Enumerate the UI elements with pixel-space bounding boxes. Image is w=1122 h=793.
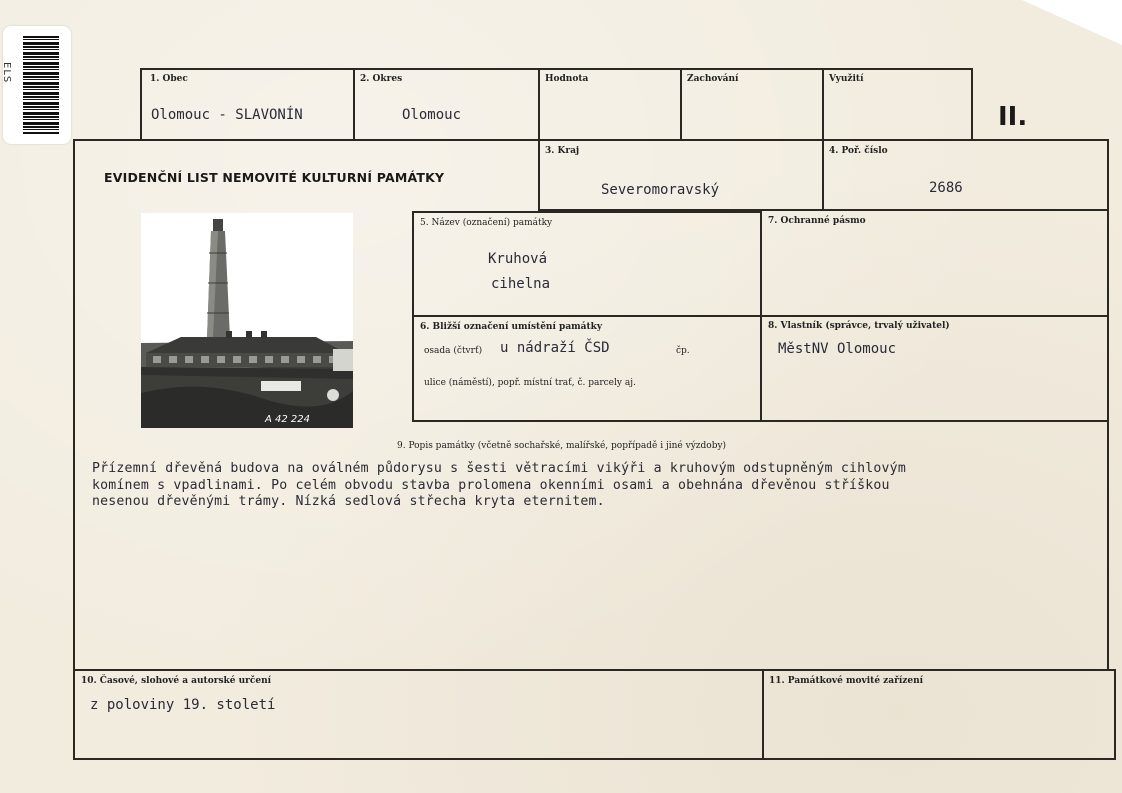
obec-value: Olomouc - SLAVONÍN <box>151 107 303 123</box>
ochranne-pasmo-label: 7. Ochranné pásmo <box>768 216 866 226</box>
sticker-code: ELS <box>1 62 12 84</box>
top-row-divider-1 <box>353 68 355 140</box>
box6-bottom-border <box>412 420 1109 422</box>
top-row-divider-3 <box>680 68 682 140</box>
popis-label: 9. Popis památky (včetně sochařské, malířské, popřípadě i jiné výzdoby) <box>397 441 727 451</box>
hodnota-label: Hodnota <box>545 74 589 84</box>
casove-urceni-value: z poloviny 19. století <box>90 697 276 713</box>
por-cislo-label: 4. Poř. číslo <box>829 146 888 156</box>
obec-label: 1. Obec <box>150 74 188 84</box>
vlastnik-label: 8. Vlastník (správce, trvalý uživatel) <box>768 321 950 331</box>
monument-photo <box>141 213 353 428</box>
okres-value: Olomouc <box>402 107 462 123</box>
osada-label: osada (čtvrť) <box>424 346 483 356</box>
popis-line-1: Přízemní dřevěná budova na oválném půdorysu s šesti větracími vikýři a kruhovým odstupněným cihlovým <box>92 461 906 476</box>
form-title: EVIDENČNÍ LIST NEMOVITÉ KULTURNÍ PAMÁTKY <box>104 170 445 185</box>
main-top-border <box>73 139 1109 141</box>
bottom-row-bottom-border <box>73 758 1116 760</box>
barcode-icon <box>23 36 59 134</box>
ulice-label: ulice (náměstí), popř. místní trať, č. parcely aj. <box>424 378 636 388</box>
kraj-label: 3. Kraj <box>545 146 580 156</box>
popis-line-2: komínem s vpadlinami. Po celém obvodu stavba prolomena okenními osami a obehnána dřevěnou stříškou <box>92 477 890 493</box>
movite-zarizeni-label: 11. Památkové movité zařízení <box>769 676 924 686</box>
osada-value: u nádraží ČSD <box>500 340 610 356</box>
okres-label: 2. Okres <box>360 74 403 84</box>
nazev-line1: Kruhová <box>488 251 548 267</box>
vyuziti-label: Využití <box>829 74 864 84</box>
box5-top-border <box>412 211 762 213</box>
casove-urceni-label: 10. Časové, slohové a autorské určení <box>81 676 272 686</box>
box5-bottom-border <box>412 315 1109 317</box>
folded-corner <box>1022 0 1122 45</box>
photo-number: A 42 224 <box>265 414 311 425</box>
top-row-left-border <box>140 68 142 140</box>
kraj-value: Severomoravský <box>601 182 720 198</box>
umisteni-label: 6. Bližší označení umístění památky <box>420 322 603 332</box>
popis-line-3: nesenou dřevěnými trámy. Nízká sedlová střecha kryta eternitem. <box>92 494 605 509</box>
nazev-line2: cihelna <box>491 276 551 292</box>
zachovani-label: Zachování <box>687 74 739 84</box>
handwritten-mark: II. <box>998 102 1028 132</box>
por-cislo-value: 2686 <box>929 180 963 196</box>
vlastnik-value: MěstNV Olomouc <box>778 341 897 357</box>
barcode-sticker <box>3 26 71 144</box>
popis-text <box>92 461 1102 511</box>
main-left-border <box>73 139 75 760</box>
top-row-right-border <box>971 68 973 140</box>
bottom-row-divider <box>762 669 764 759</box>
cp-label: čp. <box>676 346 690 356</box>
bottom-row-right-border <box>1114 669 1116 759</box>
main-right-border <box>1107 139 1109 669</box>
nazev-label: 5. Název (označení) památky <box>420 218 553 228</box>
bottom-row-top-border <box>73 669 1116 671</box>
top-row-top-border <box>140 68 973 70</box>
